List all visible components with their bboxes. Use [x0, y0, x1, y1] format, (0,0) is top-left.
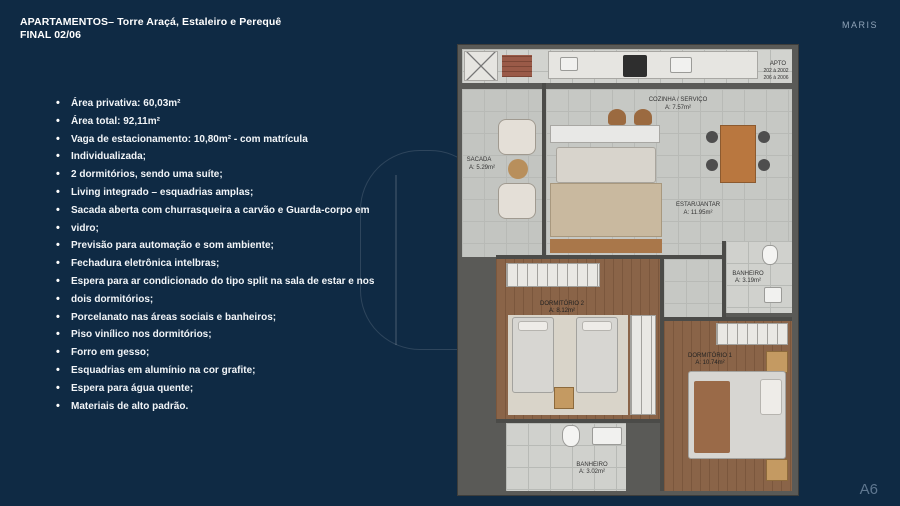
page-number: A6: [859, 481, 878, 498]
sacada-area: A: 5.29m²: [468, 165, 495, 171]
wardrobe: [630, 315, 656, 415]
dormitorio-1-label: DORMITÓRIO 1: [687, 353, 732, 359]
cooktop-icon: [623, 55, 647, 77]
dining-chair: [758, 131, 770, 143]
dining-chair: [706, 131, 718, 143]
wall: [722, 241, 726, 321]
feature-item: • 2 dormitórios, sendo uma suíte;: [56, 166, 396, 184]
rug: [550, 183, 662, 237]
feature-item: • Vaga de estacionamento: 10,80m² - com matrícula: [56, 131, 396, 149]
pillow: [582, 321, 612, 331]
feature-item: • Forro em gesso;: [56, 344, 396, 362]
page-title: [20, 16, 281, 42]
feature-item: • Porcelanato nas áreas sociais e banheiros;: [56, 309, 396, 327]
feature-item: • Área privativa: 60,03m²: [56, 95, 396, 113]
feature-item: • Espera para água quente;: [56, 380, 396, 398]
dormitorio-2-area: A: 8.12m²: [548, 308, 575, 314]
brick-grill: [502, 55, 532, 77]
dormitorio-1-area: A: 10.74m²: [695, 360, 725, 366]
title-line-1: APARTAMENTOS– Torre Araçá, Estaleiro e Perequê: [20, 16, 282, 28]
nightstand: [766, 459, 788, 481]
bar-stool: [608, 109, 626, 125]
apto-range-1: 202 à 2002: [763, 68, 789, 74]
cozinha-area: A: 7.57m²: [664, 105, 691, 111]
feature-item: • Individualizada;: [56, 148, 396, 166]
banheiro-1-area: A: 3.19m²: [734, 278, 761, 284]
dining-chair: [706, 159, 718, 171]
title-line-2: FINAL 02/06: [20, 29, 82, 41]
wall: [496, 255, 724, 259]
floor-plan: [457, 44, 799, 496]
wardrobe: [716, 323, 788, 345]
bathroom-sink-icon: [764, 287, 782, 303]
feature-item: • Piso vinílico nos dormitórios;: [56, 326, 396, 344]
feature-item: • Área total: 92,11m²: [56, 113, 396, 131]
sacada-label: SACADA: [466, 157, 492, 163]
brand-logo-text: MARIS: [841, 20, 878, 30]
feature-item: • Espera para ar condicionado do tipo split na sala de estar e nos: [56, 273, 396, 291]
estar-area: A: 11.95m²: [683, 210, 713, 216]
banheiro-2-area: A: 3.02m²: [578, 469, 605, 475]
feature-item: • Fechadura eletrônica intelbras;: [56, 255, 396, 273]
features-list: [56, 95, 396, 415]
feature-item: • vidro;: [56, 220, 396, 238]
apto-range-2: 206 à 2006: [763, 75, 789, 81]
feature-item: • Materiais de alto padrão.: [56, 398, 396, 416]
bar-stool: [634, 109, 652, 125]
dormitorio-2-label: DORMITÓRIO 2: [539, 301, 584, 307]
wall: [542, 83, 546, 257]
wall: [496, 419, 660, 423]
tv-rack: [550, 239, 662, 253]
kitchen-sink-icon: [670, 57, 692, 73]
dining-table: [720, 125, 756, 183]
cozinha-label: COZINHA / SERVIÇO: [648, 97, 708, 103]
feature-item: • Previsão para automação e som ambiente;: [56, 237, 396, 255]
corridor: [664, 259, 722, 317]
toilet-icon: [562, 425, 580, 447]
feature-item: • Sacada aberta com churrasqueira a carvão e Guarda-corpo em: [56, 202, 396, 220]
armchair: [498, 119, 536, 155]
sacada-room: [462, 89, 542, 257]
feature-item: • Esquadrias em alumínio na cor grafite;: [56, 362, 396, 380]
pillow: [518, 321, 548, 331]
laundry-sink-icon: [560, 57, 578, 71]
estar-label: ESTAR/JANTAR: [675, 202, 721, 208]
banheiro-1-label: BANHEIRO: [732, 271, 764, 277]
armchair: [498, 183, 536, 219]
kitchen-island: [550, 125, 660, 143]
wall: [664, 317, 792, 321]
wardrobe: [506, 263, 600, 287]
feature-item: • dois dormitórios;: [56, 291, 396, 309]
blanket: [694, 381, 730, 453]
nightstand: [766, 351, 788, 373]
bathroom-sink-icon: [592, 427, 622, 445]
laundry-box: [464, 51, 498, 81]
nightstand: [554, 387, 574, 409]
wall: [660, 259, 664, 491]
sofa: [556, 147, 656, 183]
side-table: [508, 159, 528, 179]
banheiro-2-label: BANHEIRO: [576, 462, 608, 468]
apto-title: APTO: [769, 61, 787, 67]
toilet-icon: [762, 245, 778, 265]
dining-chair: [758, 159, 770, 171]
kitchen-counter: [548, 51, 758, 79]
pillow: [760, 379, 782, 415]
feature-item: • Living integrado – esquadrias amplas;: [56, 184, 396, 202]
